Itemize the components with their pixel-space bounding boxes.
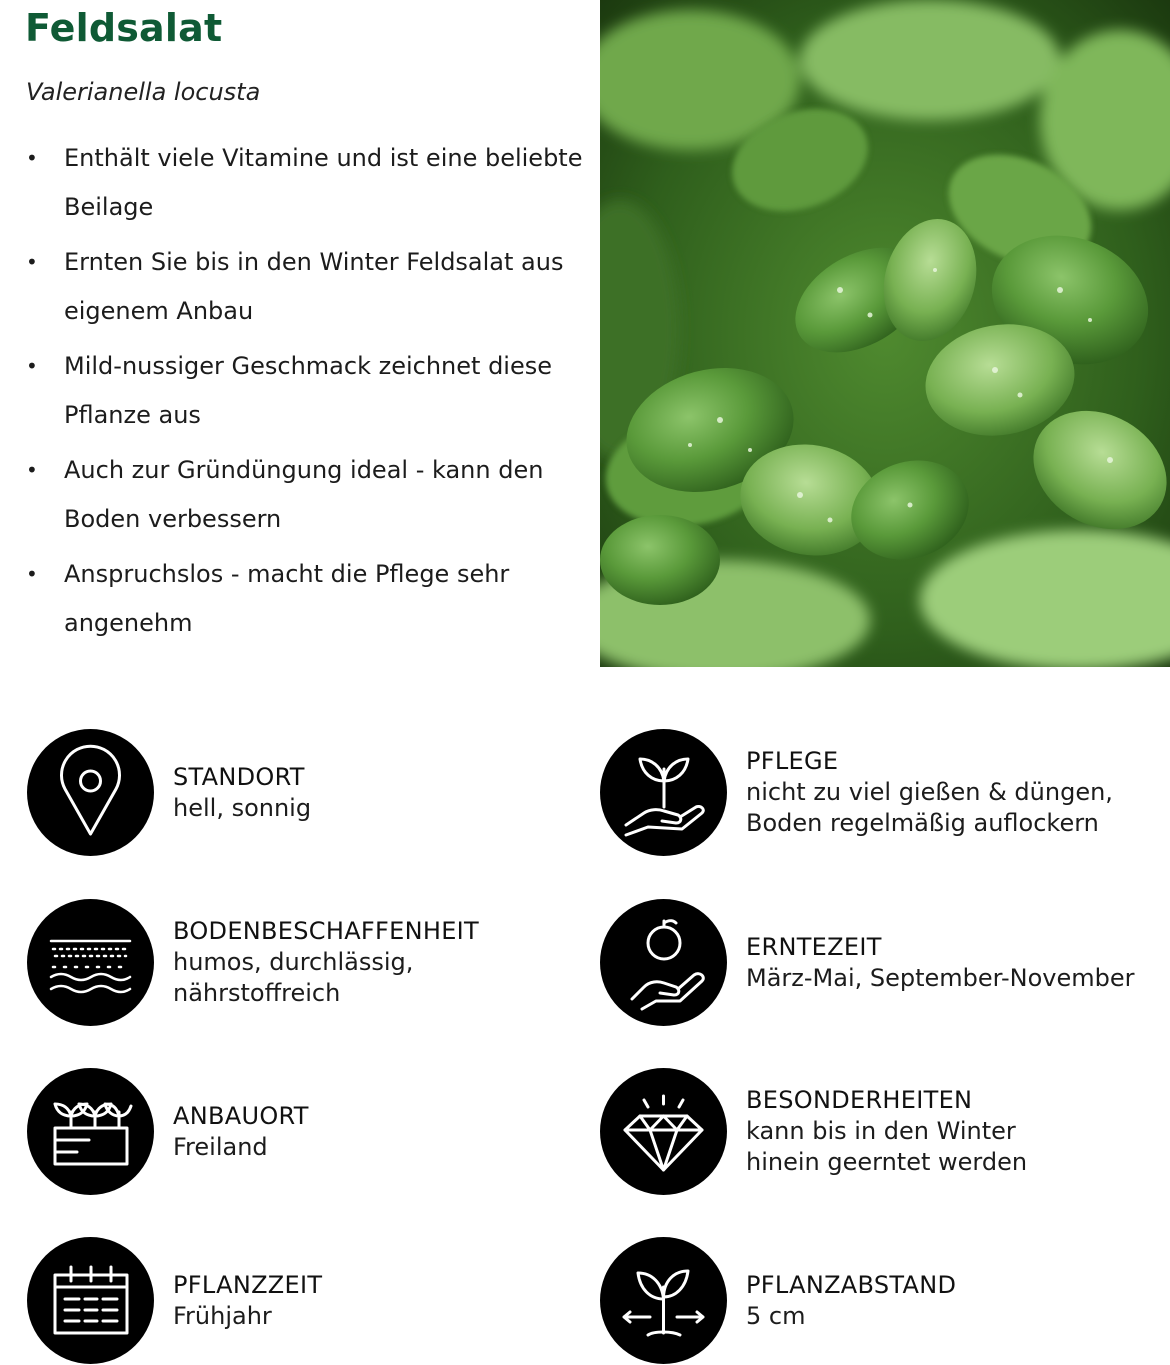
feature-erntezeit <box>600 899 1135 1026</box>
bullet-dot: • <box>26 354 38 378</box>
bullet-text: Auch zur Gründüngung ideal - kann den Boden verbessern <box>64 456 544 533</box>
botanical-name: Valerianella locusta <box>26 78 261 106</box>
location-pin-icon <box>27 729 154 856</box>
diamond-icon <box>600 1068 727 1195</box>
feature-standort <box>27 729 311 856</box>
feature-title: BESONDERHEITEN <box>746 1086 973 1114</box>
feature-pflege <box>600 729 1113 856</box>
feature-title: ERNTEZEIT <box>746 932 882 961</box>
feature-description: Frühjahr <box>173 1301 272 1330</box>
bullet-item <box>24 550 584 648</box>
feature-description: kann bis in den Winter hinein geerntet werden <box>746 1117 1028 1176</box>
feature-description: Freiland <box>173 1132 268 1161</box>
feature-description: hell, sonnig <box>173 793 312 822</box>
feature-besonderheiten <box>600 1068 1027 1195</box>
bullet-item <box>24 342 584 440</box>
apple-hand-icon <box>600 899 727 1026</box>
feature-bullet-list <box>24 134 584 654</box>
bullet-item <box>24 446 584 544</box>
feature-description: nicht zu viel gießen & düngen, Boden regelmäßig auflockern <box>746 778 1113 837</box>
plant-spacing-icon <box>600 1237 727 1364</box>
feature-description: März-Mai, September-November <box>746 963 1135 992</box>
feature-bodenbeschaffenheit <box>27 899 479 1026</box>
feature-anbauort <box>27 1068 309 1195</box>
product-title: Feldsalat <box>25 6 223 50</box>
feature-title: PFLANZZEIT <box>173 1270 323 1299</box>
product-photo <box>600 0 1170 667</box>
feature-pflanzabstand <box>600 1237 956 1364</box>
seedling-hand-icon <box>600 729 727 856</box>
feature-title: ANBAUORT <box>173 1101 309 1130</box>
bullet-dot: • <box>26 458 38 482</box>
bullet-dot: • <box>26 562 38 586</box>
soil-layers-icon <box>27 899 154 1026</box>
calendar-icon <box>27 1237 154 1364</box>
bullet-text: Enthält viele Vitamine und ist eine beliebte Beilage <box>64 144 583 221</box>
feature-title: STANDORT <box>173 762 305 791</box>
bullet-dot: • <box>26 250 38 274</box>
plant-box-icon <box>27 1068 154 1195</box>
bullet-text: Mild-nussiger Geschmack zeichnet diese Pflanze aus <box>64 352 553 429</box>
feature-description: 5 cm <box>746 1301 806 1330</box>
bullet-text: Anspruchslos - macht die Pflege sehr angenehm <box>64 560 510 637</box>
feature-title: PFLANZABSTAND <box>746 1270 957 1299</box>
feature-description: humos, durchlässig, nährstoffreich <box>173 948 414 1007</box>
feature-title: PFLEGE <box>746 747 839 775</box>
lettuce-leaves-image <box>600 0 1170 667</box>
bullet-item <box>24 134 584 232</box>
feature-title: BODENBESCHAFFENHEIT <box>173 917 479 945</box>
bullet-text: Ernten Sie bis in den Winter Feldsalat aus eigenem Anbau <box>64 248 564 325</box>
feature-pflanzzeit <box>27 1237 322 1364</box>
bullet-item <box>24 238 584 336</box>
bullet-dot: • <box>26 146 38 170</box>
